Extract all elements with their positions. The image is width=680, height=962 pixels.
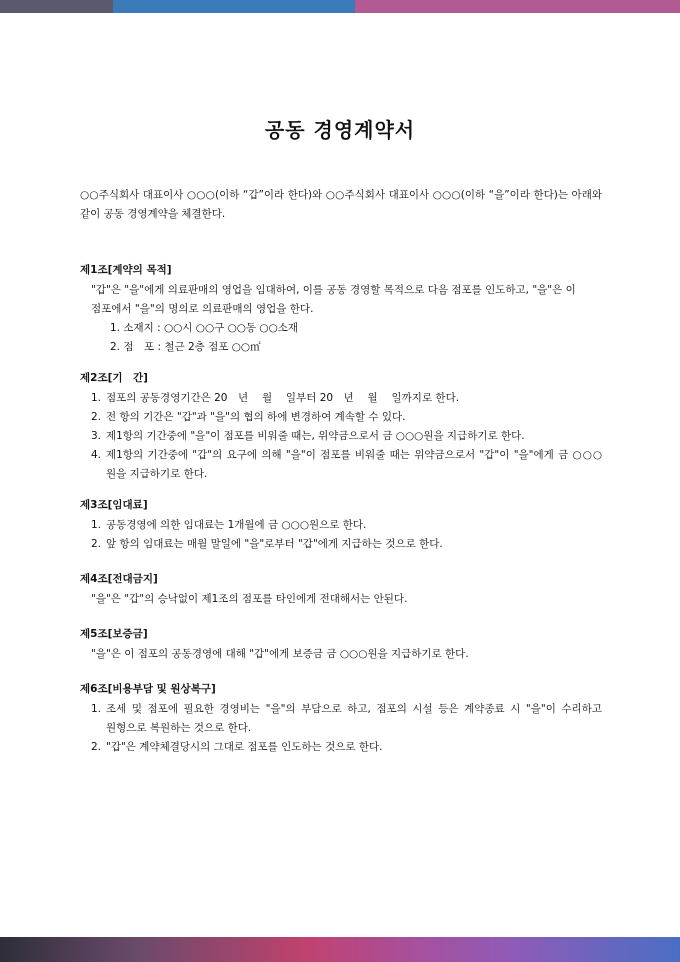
list-item-number: 1. <box>91 392 102 404</box>
list-item-text: "갑"은 계약체결당시의 그대로 점포를 인도하는 것으로 한다. <box>106 741 383 753</box>
list-item-number: 1. <box>91 519 102 531</box>
list-item-number: 1. <box>91 703 102 715</box>
article-list <box>80 516 602 554</box>
list-item <box>91 535 602 554</box>
list-item <box>91 700 602 738</box>
article-subitem: 2. 점 포 : 철근 2층 점포 ○○㎡ <box>110 341 261 353</box>
list-item-number: 3. <box>91 430 102 442</box>
top-band-segment <box>355 0 680 13</box>
list-item <box>91 427 602 446</box>
article-list <box>80 700 602 757</box>
list-item <box>91 446 602 484</box>
list-item-text: 공동경영에 의한 임대료는 1개월에 금 ○○○원으로 한다. <box>106 519 367 531</box>
article-3 <box>80 497 602 554</box>
article-heading: 제5조[보증금] <box>80 628 148 640</box>
list-item-text: 전 항의 기간은 "갑"과 "을"의 협의 하에 변경하여 계속할 수 있다. <box>106 411 406 423</box>
list-item-text: 제1항의 기간중에 "갑"의 요구에 의해 "을"이 점포를 비워줄 때는 위약금으로서 "갑"이 "을"에게 금 ○○○원을 지급하기로 한다. <box>106 449 602 480</box>
list-item-text: 조세 및 점포에 필요한 경영비는 "을"의 부담으로 하고, 점포의 시설 등은 계약종료 시 "을"이 수리하고 원형으로 복원하는 것으로 한다. <box>106 703 602 734</box>
intro-paragraph: ○○주식회사 대표이사 ○○○(이하 “갑”이라 한다)와 ○○주식회사 대표이사 ○○○(이하 “을”이라 한다)는 아래와 같이 공동 경영계약을 체결한다. <box>80 189 602 220</box>
list-item-text: 제1항의 기간중에 "을"이 점포를 비워줄 때는, 위약금으로서 금 ○○○원을 지급하기로 한다. <box>106 430 525 442</box>
list-item <box>91 516 602 535</box>
article-paragraph: "을"은 "갑"의 승낙없이 제1조의 점포를 타인에게 전대해서는 안된다. <box>91 593 408 605</box>
article-4 <box>80 571 602 609</box>
list-item-number: 2. <box>91 741 102 753</box>
article-paragraph: "을"은 이 점포의 공동경영에 대해 "갑"에게 보증금 금 ○○○원을 지급하기로 한다. <box>91 648 469 660</box>
article-list <box>80 389 602 484</box>
list-item-number: 4. <box>91 449 102 461</box>
article-heading: 제6조[비용부담 및 원상복구] <box>80 683 216 695</box>
list-item <box>91 738 602 757</box>
top-band-segment <box>113 0 355 13</box>
list-item <box>91 389 602 408</box>
article-1 <box>80 262 602 357</box>
document-title: 공동 경영계약서 <box>264 118 416 142</box>
article-2 <box>80 370 602 484</box>
list-item-number: 2. <box>91 411 102 423</box>
list-item-number: 2. <box>91 538 102 550</box>
top-band-segment <box>0 0 113 13</box>
article-heading: 제1조[계약의 목적] <box>80 264 172 276</box>
article-heading: 제2조[기 간] <box>80 372 148 384</box>
top-color-band <box>0 0 680 13</box>
bottom-gradient-band <box>0 937 680 962</box>
list-item-text: 앞 항의 임대료는 매월 말일에 "을"로부터 "갑"에게 지급하는 것으로 한다. <box>106 538 443 550</box>
article-6 <box>80 681 602 757</box>
list-item-text: 점포의 공동경영기간은 20 년 월 일부터 20 년 월 일까지로 한다. <box>106 392 460 404</box>
article-heading: 제4조[전대금지] <box>80 573 158 585</box>
article-heading: 제3조[임대료] <box>80 499 148 511</box>
article-paragraph: "갑"은 "을"에게 의료판매의 영업을 임대하여, 이를 공동 경영할 목적으로 다음 점포를 인도하고, "을"은 이 점포에서 "을"의 명의로 의료판매의 영업을 한다. <box>91 284 576 315</box>
article-5 <box>80 626 602 664</box>
list-item <box>91 408 602 427</box>
article-subitem: 1. 소재지 : ○○시 ○○구 ○○동 ○○소재 <box>110 322 299 334</box>
